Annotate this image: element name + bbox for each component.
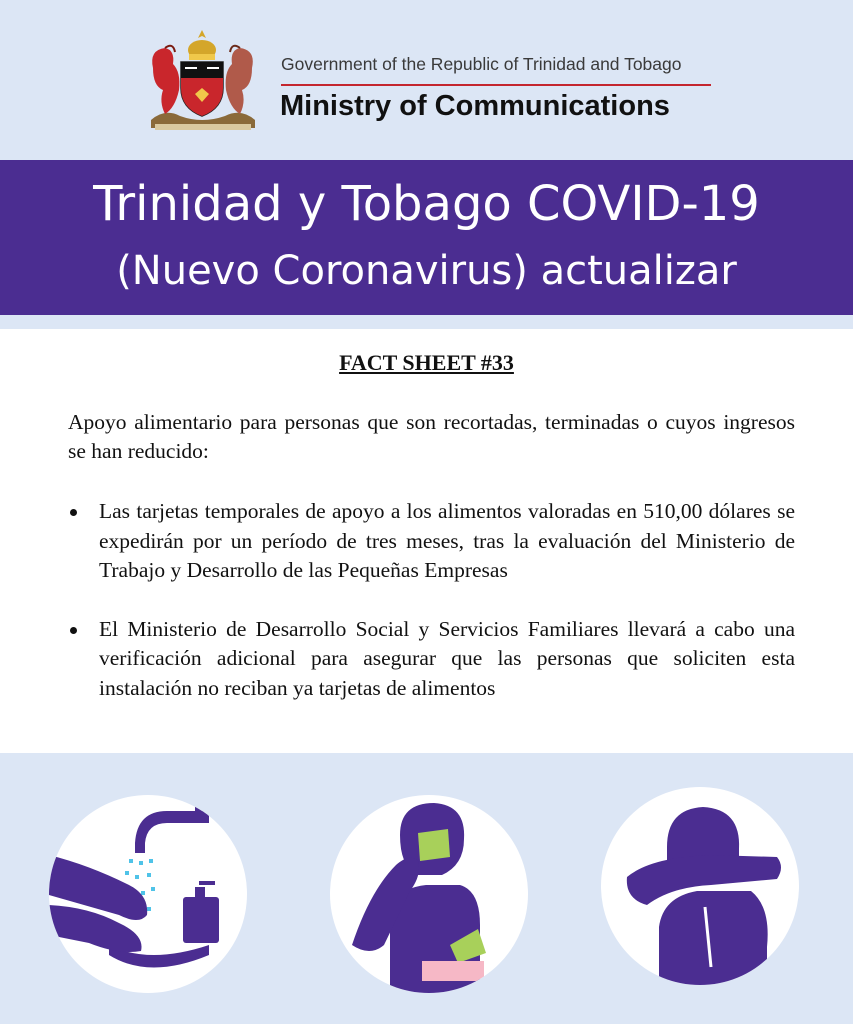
fact-sheet-title: FACT SHEET #33 — [339, 350, 514, 375]
bullet-dot — [70, 509, 77, 516]
coat-of-arms-icon — [145, 28, 260, 134]
intro-paragraph: Apoyo alimentario para personas que son recortadas, terminadas o cuyos ingresos se han reducido: — [68, 410, 795, 463]
title-banner — [0, 160, 853, 315]
banner-underband — [0, 315, 853, 329]
list-item — [68, 497, 795, 586]
government-line: Government of the Republic of Trinidad and Tobago — [281, 54, 682, 74]
banner-title-line2: (Nuevo Coronavirus) actualizar — [116, 248, 737, 294]
ministry-name: Ministry of Communications — [280, 90, 670, 122]
cough-into-tissue-icon — [330, 795, 528, 993]
red-divider — [281, 84, 711, 86]
header — [0, 0, 853, 160]
banner-title-line1: Trinidad y Tobago COVID-19 — [93, 176, 760, 232]
bullet-dot — [70, 627, 77, 634]
cough-into-elbow-icon — [601, 787, 799, 985]
list-item — [68, 615, 795, 704]
handwashing-icon — [49, 795, 247, 993]
bullet-text: El Ministerio de Desarrollo Social y Servicios Familiares llevará a cabo una verificación adicional para asegurar que las personas que soliciten esta instalación no reciban ya tarjetas de alimentos — [99, 616, 795, 700]
bullet-list — [68, 497, 795, 732]
bullet-text: Las tarjetas temporales de apoyo a los alimentos valoradas en 510,00 dólares se expedirán por un período de tres meses, tras la evaluación del Ministerio de Trabajo y Desarrollo de las Pequeñas Empresas — [99, 499, 795, 582]
